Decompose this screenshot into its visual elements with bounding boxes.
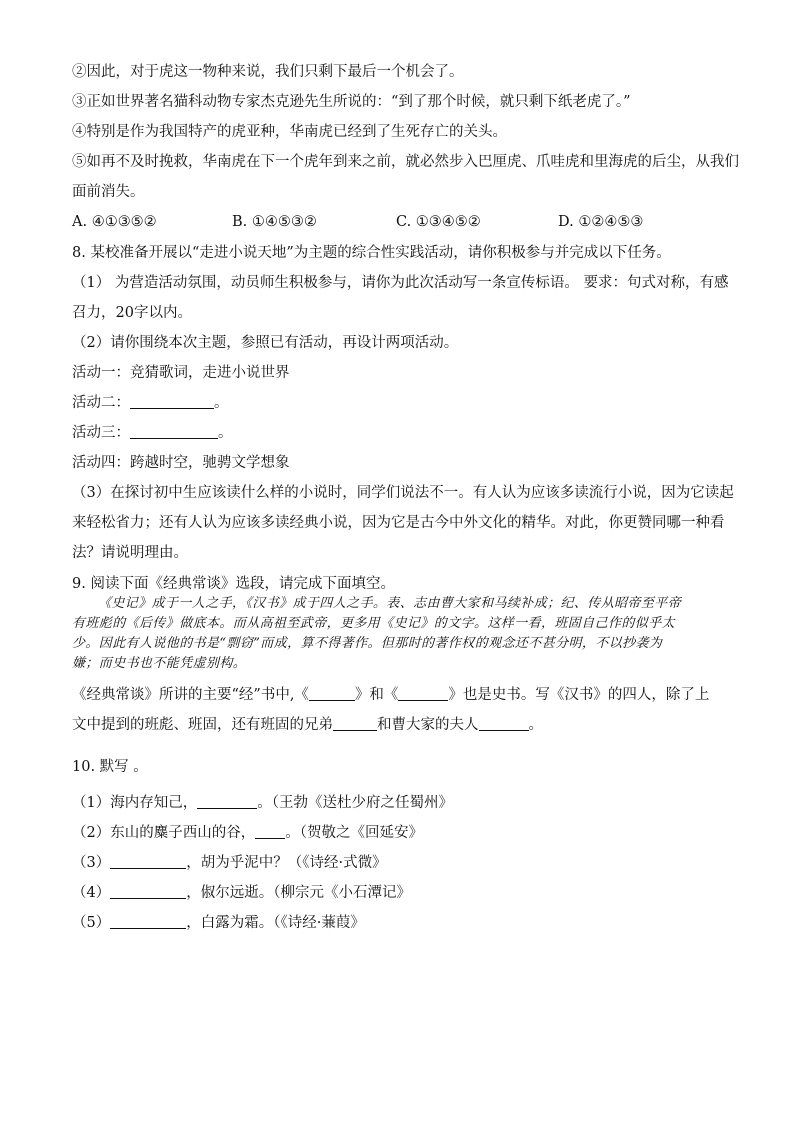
- q7-option-b: B. ①④⑤③②: [232, 214, 317, 230]
- q8-part3-line1: （3）在探讨初中生应该读什么样的小说时，同学们说法不一。有人认为应该多读流行小说，因为它读起: [72, 485, 734, 501]
- q10-3-text-a: （3）: [72, 855, 111, 871]
- q10-1-text-b: 。（王勃《送杜少府之任蜀州》: [257, 795, 453, 811]
- q10-4-text-a: （4）: [72, 885, 111, 901]
- q8-part1-line1: （1） 为营造活动氛围，动员师生积极参与，请你为此次活动写一条宣传标语。 要求：句式对称，有感: [72, 275, 729, 291]
- fill1-blank-1[interactable]: [309, 686, 355, 701]
- activity-3-blank[interactable]: [130, 424, 218, 439]
- fill2-text-c: 。: [528, 717, 543, 733]
- activity-2-blank[interactable]: [130, 394, 214, 409]
- activity-3-label: 活动三：: [72, 425, 130, 441]
- q10-1-text-a: （1）海内存知己，: [72, 795, 198, 811]
- q10-4-text-b: ，俶尔远逝。（柳宗元《小石潭记》: [186, 885, 411, 901]
- q10-line-2: [72, 823, 732, 843]
- q10-5-text-a: （5）: [72, 915, 111, 931]
- q9-quote-line3: 少。因此有人说他的书是“剽窃”而成，算不得著作。但那时的著作权的观念还不甚分明，不以抄袭为: [72, 636, 663, 651]
- fill1-text-a: 《经典常谈》所讲的主要“经”书中,《: [72, 687, 309, 703]
- q10-stem: 10. 默写 。: [72, 759, 148, 775]
- q10-1-blank[interactable]: [197, 794, 257, 809]
- q10-2-blank[interactable]: [255, 824, 285, 839]
- activity-2-label: 活动二：: [72, 395, 130, 411]
- q10-5-blank[interactable]: [110, 914, 186, 929]
- q9-quote-line2: 有班彪的《后传》做底本。而从高祖至武帝，更多用《史记》的文字。这样一看，班固自己作的似乎太: [72, 616, 676, 631]
- exam-page: [72, 62, 739, 933]
- q7-options: [72, 212, 732, 232]
- fill2-text-b: 和曹大家的夫人: [377, 717, 479, 733]
- q9-fill-line2: [72, 715, 732, 735]
- q10-3-text-b: ，胡为乎泥中？（《诗经·式微》: [186, 855, 387, 871]
- q9-fill-line1: [72, 685, 732, 705]
- q7-option-a: A. ④①③⑤②: [72, 214, 157, 230]
- fill2-blank-2[interactable]: [479, 716, 529, 731]
- q8-activity-2: [72, 393, 732, 413]
- q10-2-text-b: 。（贺敬之《回延安》: [285, 825, 423, 841]
- fill1-blank-2[interactable]: [398, 686, 448, 701]
- q8-stem: 8. 某校准备开展以“走进小说天地”为主题的综合性实践活动，请你积极参与并完成以下任务。: [72, 245, 671, 261]
- activity-3-end: 。: [218, 425, 233, 441]
- q10-4-blank[interactable]: [110, 884, 186, 899]
- q8-part3-line2: 来轻松省力；还有人认为应该多读经典小说，因为它是古今中外文化的精华。对此，你更赞同哪一种看: [72, 515, 725, 531]
- activity-2-end: 。: [214, 395, 229, 411]
- q9-quote-line1: 《史记》成于一人之手，《汉书》成于四人之手。表、志由曹大家和马续补成；纪、传从昭帝至平帝: [98, 596, 682, 611]
- q9-quote-line4: 嫌；而史书也不能凭虚别构。: [72, 656, 247, 671]
- q9-stem: 9. 阅读下面《经典常谈》选段，请完成下面填空。: [72, 576, 395, 592]
- q8-part1-line2: 召力，20字以内。: [72, 305, 192, 321]
- q8-part2: （2）请你围绕本次主题，参照已有活动，再设计两项活动。: [72, 335, 459, 351]
- q7-sentence-4: ④特别是作为我国特产的虎亚种，华南虎已经到了生死存亡的关头。: [72, 124, 507, 140]
- q7-option-c: C. ①③④⑤②: [396, 214, 481, 230]
- q10-2-text-a: （2）东山的麋子西山的谷，: [72, 825, 256, 841]
- q7-sentence-3: ③正如世界著名猫科动物专家杰克逊先生所说的：“到了那个时候，就只剩下纸老虎了。”: [72, 94, 631, 110]
- q7-sentence-5-line1: ⑤如再不及时挽救，华南虎在下一个虎年到来之前，就必然步入巴厘虎、爪哇虎和里海虎的后尘，从我们: [72, 154, 739, 170]
- fill2-text-a: 文中提到的班彪、班固，还有班固的兄弟: [72, 717, 333, 733]
- q8-activity-1: 活动一：竞猜歌词，走进小说世界: [72, 365, 290, 381]
- fill1-text-b: 》和《: [354, 687, 399, 703]
- q7-sentence-5-line2: 面前消失。: [72, 184, 145, 200]
- q10-3-blank[interactable]: [110, 854, 186, 869]
- fill2-blank-1[interactable]: [333, 716, 377, 731]
- q10-5-text-b: ，白露为霜。（《诗经·蒹葭》: [186, 915, 365, 931]
- q10-line-1: [72, 793, 732, 813]
- q7-option-d: D. ①②④⑤③: [558, 214, 644, 230]
- q7-sentence-2: ②因此，对于虎这一物种来说，我们只剩下最后一个机会了。: [72, 64, 464, 80]
- q8-activity-3: [72, 423, 732, 443]
- q10-line-4: [72, 883, 732, 903]
- q10-line-5: [72, 913, 732, 933]
- q8-part3-line3: 法？请说明理由。: [72, 545, 188, 561]
- q10-line-3: [72, 853, 732, 873]
- fill1-text-c: 》也是史书。写《汉书》的四人，除了上: [448, 687, 710, 703]
- q8-activity-4: 活动四：跨越时空，驰骋文学想象: [72, 455, 290, 471]
